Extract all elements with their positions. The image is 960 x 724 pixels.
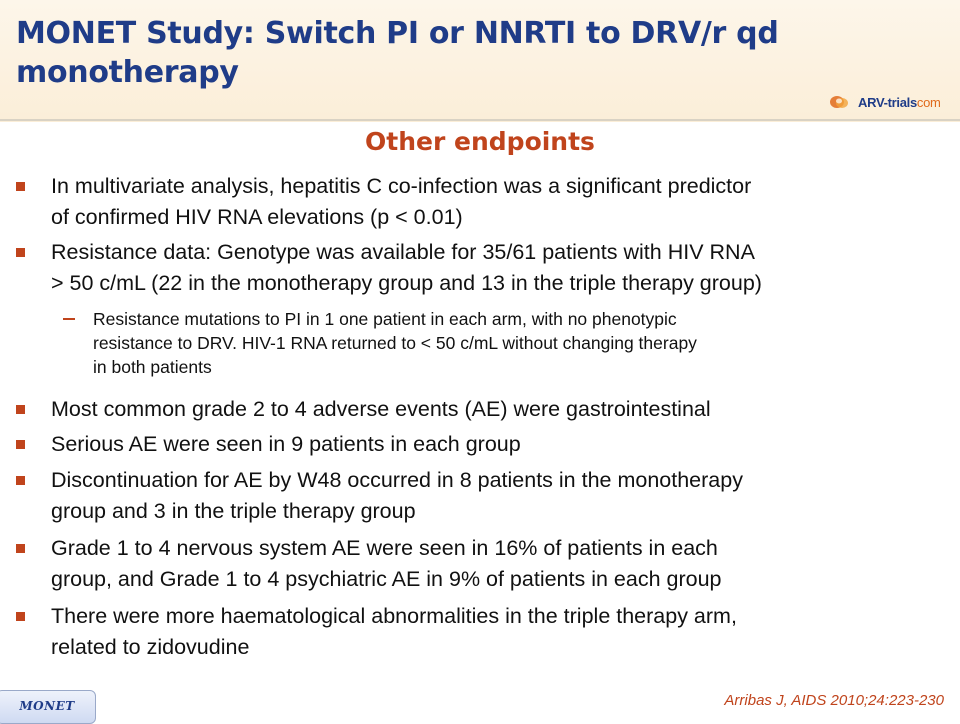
square-bullet-icon [16,182,25,191]
list-item-text-line-1: Most common grade 2 to 4 adverse events (AE) were gastrointestinal [51,397,711,421]
dash-bullet-icon [63,318,75,320]
list-item [51,237,941,299]
list-item-text-line-1: In multivariate analysis, hepatitis C co-infection was a significant predictor [51,174,752,198]
logo-swirl-icon [828,93,856,111]
sub-list-item [93,307,943,379]
section-title: Other endpoints [365,127,595,156]
arv-trials-logo [828,92,941,112]
header-divider [0,119,960,121]
sub-list-item-text-line-1: Resistance mutations to PI in 1 one patient in each arm, with no phenotypic [93,309,677,329]
list-item-text-line-1: Discontinuation for AE by W48 occurred in 8 patients in the monotherapy [51,468,743,492]
list-item-text-line-2: group and 3 in the triple therapy group [51,499,416,523]
square-bullet-icon [16,612,25,621]
list-item [51,429,941,460]
list-item [51,394,941,425]
square-bullet-icon [16,476,25,485]
square-bullet-icon [16,248,25,257]
slide-title [16,14,816,92]
logo-text [858,95,941,110]
list-item-text-line-2: > 50 c/mL (22 in the monotherapy group and 13 in the triple therapy group) [51,271,762,295]
logo-suffix: com [916,94,941,110]
citation: Arribas J, AIDS 2010;24:223-230 [724,692,944,709]
list-item-text-line-1: Serious AE were seen in 9 patients in each group [51,432,521,456]
list-item [51,601,941,663]
list-item [51,533,941,595]
slide-title-line-1: MONET Study: Switch PI or NNRTI to DRV/r qd [16,16,779,51]
logo-name: ARV-trials [858,94,917,110]
study-tab-label: MONET [19,699,75,713]
slide-title-line-2: monotherapy [16,55,239,90]
square-bullet-icon [16,544,25,553]
list-item-text-line-2: group, and Grade 1 to 4 psychiatric AE in 9% of patients in each group [51,567,722,591]
list-item-text-line-1: Resistance data: Genotype was available for 35/61 patients with HIV RNA [51,240,755,264]
sub-list-item-text-line-2: resistance to DRV. HIV-1 RNA returned to < 50 c/mL without changing therapy [93,333,697,353]
study-tab [0,690,96,724]
list-item [51,171,941,233]
slide-header [0,0,960,122]
list-item-text-line-1: There were more haematological abnormalities in the triple therapy arm, [51,604,737,628]
list-item-text-line-2: related to zidovudine [51,635,250,659]
list-item [51,465,941,527]
list-item-text-line-2: of confirmed HIV RNA elevations (p < 0.01) [51,205,463,229]
sub-list-item-text-line-3: in both patients [93,357,212,377]
square-bullet-icon [16,440,25,449]
square-bullet-icon [16,405,25,414]
list-item-text-line-1: Grade 1 to 4 nervous system AE were seen in 16% of patients in each [51,536,718,560]
